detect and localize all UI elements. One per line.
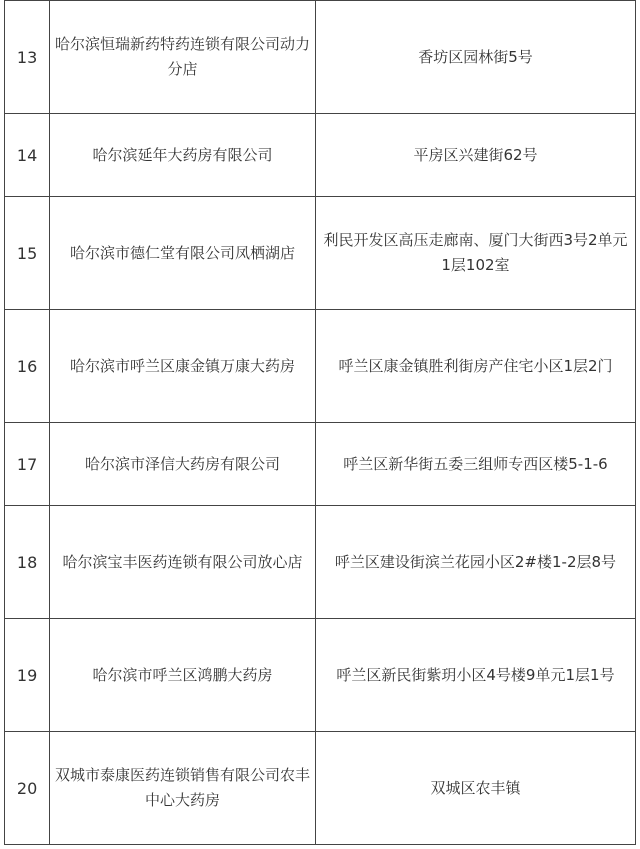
pharmacy-address: 利民开发区高压走廊南、厦门大街西3号2单元1层102室: [315, 197, 635, 310]
pharmacy-table-body: [5, 1, 636, 845]
pharmacy-name: 哈尔滨市呼兰区康金镇万康大药房: [50, 310, 316, 423]
row-number: 16: [5, 310, 50, 423]
pharmacy-address: 香坊区园林街5号: [315, 1, 635, 114]
pharmacy-name: 哈尔滨延年大药房有限公司: [50, 114, 316, 197]
pharmacy-name: 双城市泰康医药连锁销售有限公司农丰中心大药房: [50, 732, 316, 845]
pharmacy-table-container: [4, 0, 636, 845]
pharmacy-address: 双城区农丰镇: [315, 732, 635, 845]
row-number: 13: [5, 1, 50, 114]
pharmacy-address: 呼兰区新民街紫玥小区4号楼9单元1层1号: [315, 619, 635, 732]
pharmacy-address: 呼兰区新华街五委三组师专西区楼5-1-6: [315, 423, 635, 506]
row-number: 14: [5, 114, 50, 197]
pharmacy-address: 呼兰区建设街滨兰花园小区2#楼1-2层8号: [315, 506, 635, 619]
table-row: [5, 1, 636, 114]
table-row: [5, 114, 636, 197]
pharmacy-name: 哈尔滨宝丰医药连锁有限公司放心店: [50, 506, 316, 619]
row-number: 15: [5, 197, 50, 310]
pharmacy-table: [4, 0, 636, 845]
pharmacy-name: 哈尔滨恒瑞新药特药连锁有限公司动力分店: [50, 1, 316, 114]
table-row: [5, 732, 636, 845]
row-number: 17: [5, 423, 50, 506]
row-number: 20: [5, 732, 50, 845]
table-row: [5, 310, 636, 423]
table-row: [5, 423, 636, 506]
pharmacy-address: 呼兰区康金镇胜利街房产住宅小区1层2门: [315, 310, 635, 423]
row-number: 19: [5, 619, 50, 732]
table-row: [5, 197, 636, 310]
pharmacy-name: 哈尔滨市德仁堂有限公司凤栖湖店: [50, 197, 316, 310]
table-row: [5, 506, 636, 619]
pharmacy-name: 哈尔滨市呼兰区鸿鹏大药房: [50, 619, 316, 732]
table-row: [5, 619, 636, 732]
row-number: 18: [5, 506, 50, 619]
pharmacy-address: 平房区兴建街62号: [315, 114, 635, 197]
pharmacy-name: 哈尔滨市泽信大药房有限公司: [50, 423, 316, 506]
